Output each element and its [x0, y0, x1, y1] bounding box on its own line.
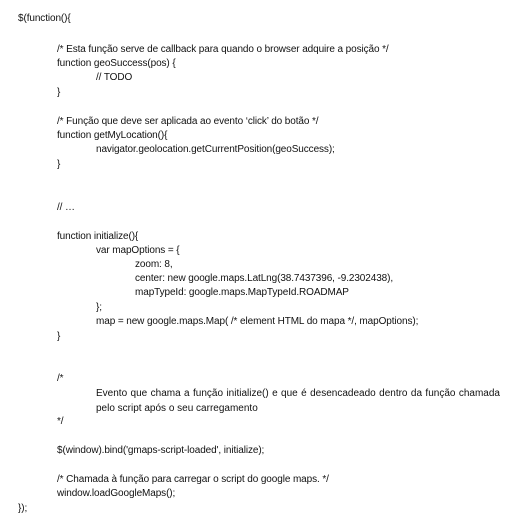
code-line-initialize-signature: function initialize(){: [57, 231, 139, 242]
code-comment-callback: /* Esta função serve de callback para quando o browser adquire a posição */: [57, 44, 389, 55]
code-line-getmylocation-close: }: [57, 159, 61, 170]
code-line-window-bind: $(window).bind('gmaps-script-loaded', initialize);: [57, 445, 265, 456]
code-line-geosuccess-close: }: [57, 87, 61, 98]
code-comment-block-close: */: [57, 416, 64, 427]
code-comment-todo: // TODO: [96, 72, 133, 83]
code-comment-load-maps: /* Chamada à função para carregar o script do google maps. */: [57, 474, 329, 485]
code-comment-click-event: /* Função que deve ser aplicada ao evento ‘click’ do botão */: [57, 116, 319, 127]
code-line-geosuccess-signature: function geoSuccess(pos) {: [57, 58, 176, 69]
code-line-option-maptype: mapTypeId: google.maps.MapTypeId.ROADMAP: [135, 287, 349, 298]
code-line-initialize-close: }: [57, 331, 61, 342]
code-comment-block-text: Evento que chama a função initialize() e que é desencadeado dentro da função chamada pelo script após o seu carregamento: [96, 388, 500, 414]
code-line-option-center: center: new google.maps.LatLng(38.7437396, -9.2302438),: [135, 273, 394, 284]
code-line-wrapper-open: $(function(){: [18, 13, 71, 24]
code-line-load-maps-call: window.loadGoogleMaps();: [57, 488, 176, 499]
code-line-getcurrentposition: navigator.geolocation.getCurrentPosition(geoSuccess);: [96, 144, 335, 155]
code-comment-ellipsis: // …: [57, 202, 75, 213]
code-line-mapoptions-close: };: [96, 302, 102, 313]
code-comment-block-open: /*: [57, 373, 64, 384]
code-line-mapoptions-open: var mapOptions = {: [96, 245, 180, 256]
code-line-option-zoom: zoom: 8,: [135, 259, 173, 270]
code-line-getmylocation-signature: function getMyLocation(){: [57, 130, 168, 141]
code-line-wrapper-close: });: [18, 503, 28, 514]
code-line-map-create: map = new google.maps.Map( /* element HTML do mapa */, mapOptions);: [96, 316, 419, 327]
